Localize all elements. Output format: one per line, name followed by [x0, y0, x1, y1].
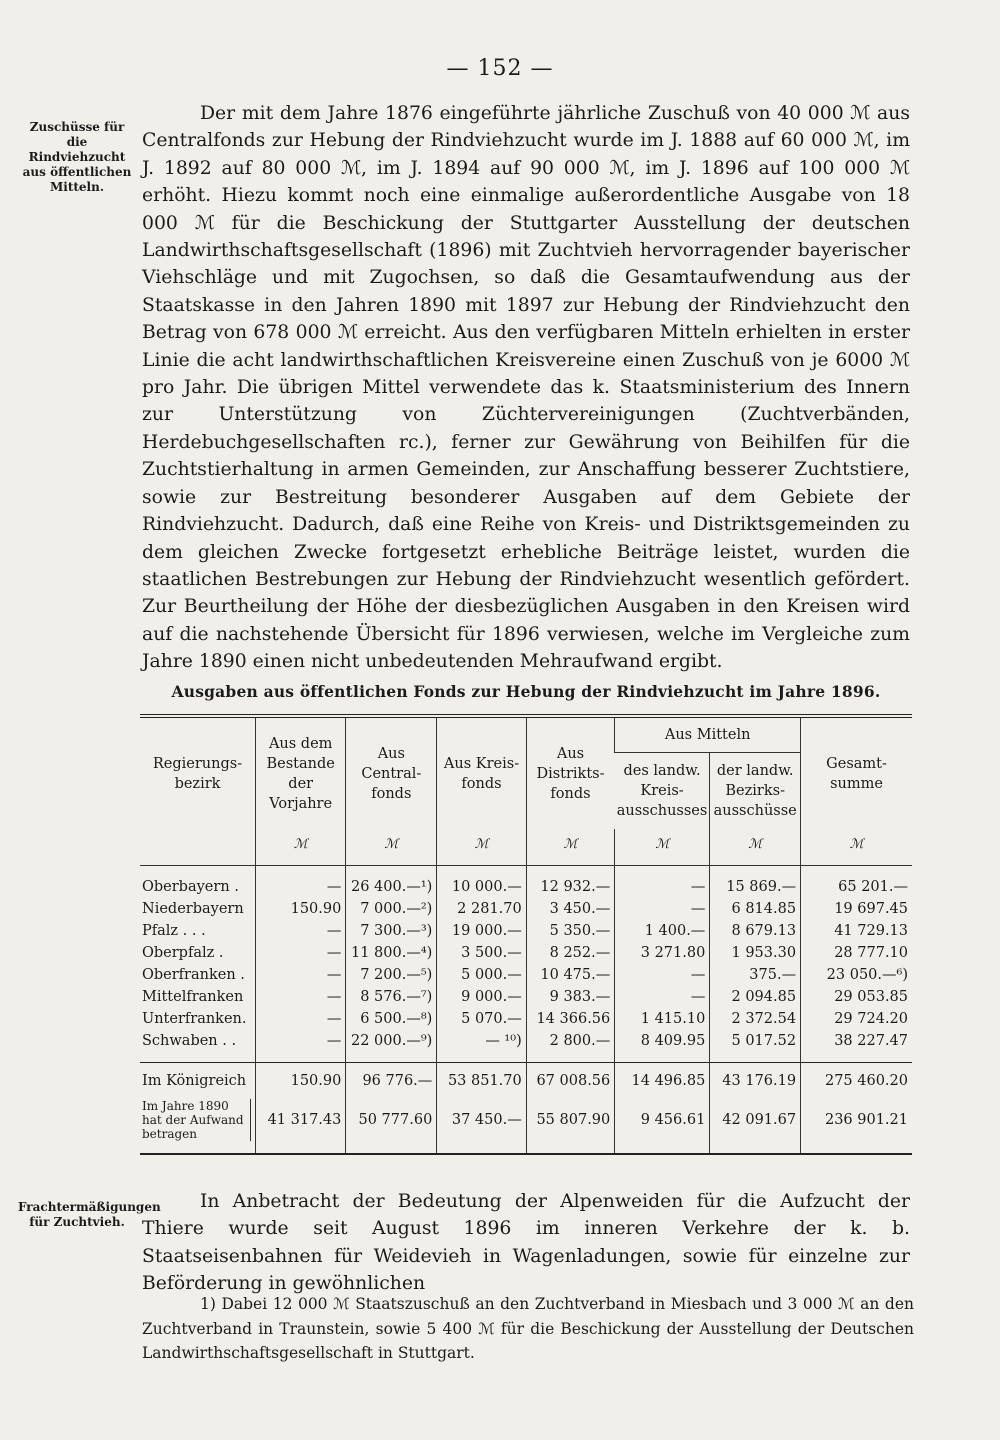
cell-gesamt: 19 697.45	[801, 898, 912, 920]
cell-distrikt: 3 450.—	[526, 898, 615, 920]
cell-central: 26 400.—¹)	[346, 876, 437, 898]
cell-vorjahre: 150.90	[256, 1063, 346, 1096]
cell-kreis: 37 450.—	[437, 1095, 526, 1145]
cell-vorjahre: —	[256, 942, 346, 964]
unit-cell: ℳ	[801, 829, 912, 866]
cell-distrikt: 12 932.—	[526, 876, 615, 898]
cell-distrikt: 10 475.—	[526, 964, 615, 986]
header-vorjahre: Aus dem Bestande der Vorjahre	[256, 716, 346, 829]
table-row	[140, 942, 912, 964]
header-central: Aus Central-fonds	[346, 716, 437, 829]
cell-bezirksaus: 8 679.13	[710, 920, 801, 942]
cell-central: 11 800.—⁴)	[346, 942, 437, 964]
table-row	[140, 1008, 912, 1030]
cell-bezirk: Oberbayern .	[142, 879, 239, 895]
cell-distrikt: 2 800.—	[526, 1030, 615, 1052]
margin-note-subsidies: Zuschüsse für die Rindviehzucht aus öffentlichen Mitteln.	[22, 120, 132, 194]
cell-kreis: 10 000.—	[437, 876, 526, 898]
cell-kreis: 9 000.—	[437, 986, 526, 1008]
cell-bezirk: Mittelfranken	[142, 989, 244, 1005]
table-row	[140, 1030, 912, 1052]
cell-bezirksaus: 6 814.85	[710, 898, 801, 920]
cell-kreis: 5 070.—	[437, 1008, 526, 1030]
cell-gesamt: 29 053.85	[801, 986, 912, 1008]
cell-kreisaus: —	[615, 964, 710, 986]
unit-cell	[140, 829, 256, 866]
footnote	[142, 1292, 914, 1366]
cell-kreisaus: 14 496.85	[615, 1063, 710, 1096]
table-row	[140, 920, 912, 942]
paragraph-text: Der mit dem Jahre 1876 eingeführte jährliche Zuschuß von 40 000 ℳ aus Centralfonds zur Hebung der Rindviehzucht wurde im J. 1888 auf 60 000 ℳ, im J. 1892 auf 80 000 ℳ, im J. 1894 auf 90 000 ℳ, im J. 1896 auf 100 000 ℳ erhöht. Hiezu kommt noch eine einmalige außerordentliche Ausgabe von 18 000 ℳ für die Beschickung der Stuttgarter Ausstellung der deutschen Landwirthschaftsgesellschaft (1896) mit Zuchtvieh hervorragender bayerischer Viehschläge und mit Zugochsen, so daß die Gesamtaufwendung aus der Staatskasse in den Jahren 1890 mit 1897 zur Hebung der Rindviehzucht den Betrag von 678 000 ℳ erreicht. Aus den verfügbaren Mitteln erhielten in erster Linie die acht landwirthschaftlichen Kreisvereine einen Zuschuß von je 6000 ℳ pro Jahr. Die übrigen Mittel verwendete das k. Staatsministerium des Innern zur Unterstützung von Züchtervereinigungen (Zuchtverbänden, Herdebuchgesellschaften rc.), ferner zur Gewährung von Beihilfen für die Zuchtstierhaltung in armen Gemeinden, zur Anschaffung besserer Zuchtstiere, sowie zur Bestreitung besonderer Ausgaben auf dem Gebiete der Rindviehzucht. Dadurch, daß eine Reihe von Kreis- und Distriktsgemeinden zu dem gleichen Zwecke fortgesetzt erhebliche Beiträge leistet, wurden die staatlichen Bestrebungen zur Hebung der Rindviehzucht wesentlich gefördert. Zur Beurtheilung der Höhe der diesbezüglichen Ausgaben in den Kreisen wird auf die nachstehende Übersicht für 1896 verwiesen, welche im Vergleiche zum Jahre 1890 einen nicht unbedeutenden Mehraufwand ergibt.	[142, 103, 910, 673]
unit-cell: ℳ	[437, 829, 526, 866]
cell-central: 6 500.—⁸)	[346, 1008, 437, 1030]
cell-distrikt: 8 252.—	[526, 942, 615, 964]
cell-bezirksaus: 42 091.67	[710, 1095, 801, 1145]
cell-kreis: 19 000.—	[437, 920, 526, 942]
header-bezirk: Regierungs-bezirk	[152, 755, 243, 792]
cell-gesamt: 28 777.10	[801, 942, 912, 964]
cell-kreisaus: 9 456.61	[615, 1095, 710, 1145]
unit-cell: ℳ	[615, 829, 710, 866]
cell-bezirksaus: 15 869.—	[710, 876, 801, 898]
cell-vorjahre: —	[256, 1030, 346, 1052]
total-row	[140, 1063, 912, 1096]
cell-kreis: 53 851.70	[437, 1063, 526, 1096]
unit-row	[140, 829, 912, 866]
comparison-label: Im Jahre 1890 hat der Aufwand betragen	[142, 1099, 251, 1141]
cell-bezirk: Schwaben . .	[142, 1033, 237, 1049]
cell-central: 50 777.60	[346, 1095, 437, 1145]
unit-cell: ℳ	[710, 829, 801, 866]
paragraph-text: In Anbetracht der Bedeutung der Alpenweiden für die Aufzucht der Thiere wurde seit August 1896 im inneren Verkehre der k. b. Staatseisenbahnen für Weidevieh in Wagenladungen, sowie für einzelne zur Beförderung in gewöhnlichen	[142, 1191, 910, 1295]
cell-central: 96 776.—	[346, 1063, 437, 1096]
main-paragraph	[142, 100, 910, 676]
header-kreis: Aus Kreis-fonds	[437, 716, 526, 829]
cell-central: 22 000.—⁹)	[346, 1030, 437, 1052]
unit-cell: ℳ	[346, 829, 437, 866]
cell-bezirksaus: 2 094.85	[710, 986, 801, 1008]
table-row	[140, 964, 912, 986]
cell-bezirk: Oberfranken .	[142, 967, 245, 983]
cell-gesamt: 65 201.—	[801, 876, 912, 898]
table-row	[140, 898, 912, 920]
cell-bezirk: Unterfranken.	[142, 1011, 247, 1027]
header-gesamt: Gesamt-summe	[801, 716, 912, 829]
cell-bezirk	[140, 1095, 256, 1145]
cell-vorjahre: —	[256, 876, 346, 898]
expenditure-table	[140, 714, 912, 1155]
cell-distrikt: 9 383.—	[526, 986, 615, 1008]
cell-central: 7 200.—⁵)	[346, 964, 437, 986]
cell-bezirksaus: 43 176.19	[710, 1063, 801, 1096]
table-row	[140, 876, 912, 898]
cell-kreisaus: —	[615, 898, 710, 920]
comparison-row	[140, 1095, 912, 1145]
cell-bezirk: Pfalz . . .	[142, 923, 206, 939]
cell-kreis: — ¹⁰)	[437, 1030, 526, 1052]
cell-kreisaus: 1 400.—	[615, 920, 710, 942]
cell-bezirksaus: 5 017.52	[710, 1030, 801, 1052]
header-kreisausschuss: des landw. Kreis-ausschusses	[615, 753, 710, 830]
spacer-row	[140, 866, 912, 877]
cell-kreisaus: —	[615, 876, 710, 898]
cell-distrikt: 67 008.56	[526, 1063, 615, 1096]
page-number: — 152 —	[446, 56, 554, 81]
header-aus-mitteln: Aus Mitteln	[615, 716, 801, 753]
cell-gesamt: 23 050.—⁶)	[801, 964, 912, 986]
margin-note-freight: Frachtermäßigungen für Zuchtvieh.	[18, 1200, 161, 1229]
cell-bezirk: Niederbayern	[142, 901, 244, 917]
cell-vorjahre: —	[256, 986, 346, 1008]
cell-bezirk: Im Königreich	[140, 1063, 256, 1096]
cell-bezirksaus: 1 953.30	[710, 942, 801, 964]
header-bezirksausschuss: der landw. Bezirks-ausschüsse	[710, 753, 801, 830]
cell-gesamt: 29 724.20	[801, 1008, 912, 1030]
table-title: Ausgaben aus öffentlichen Fonds zur Hebung der Rindviehzucht im Jahre 1896.	[171, 682, 881, 701]
cell-bezirk: Oberpfalz .	[142, 945, 224, 961]
cell-bezirksaus: 375.—	[710, 964, 801, 986]
cell-gesamt: 41 729.13	[801, 920, 912, 942]
unit-cell: ℳ	[256, 829, 346, 866]
cell-kreis: 2 281.70	[437, 898, 526, 920]
cell-gesamt: 236 901.21	[801, 1095, 912, 1145]
cell-vorjahre: —	[256, 1008, 346, 1030]
second-paragraph	[142, 1188, 910, 1298]
cell-kreisaus: 8 409.95	[615, 1030, 710, 1052]
spacer-row	[140, 1052, 912, 1063]
cell-vorjahre: 150.90	[256, 898, 346, 920]
cell-distrikt: 5 350.—	[526, 920, 615, 942]
cell-central: 8 576.—⁷)	[346, 986, 437, 1008]
cell-kreisaus: 1 415.10	[615, 1008, 710, 1030]
cell-central: 7 300.—³)	[346, 920, 437, 942]
cell-vorjahre: —	[256, 964, 346, 986]
cell-vorjahre: 41 317.43	[256, 1095, 346, 1145]
cell-kreis: 3 500.—	[437, 942, 526, 964]
cell-distrikt: 14 366.56	[526, 1008, 615, 1030]
cell-gesamt: 38 227.47	[801, 1030, 912, 1052]
unit-cell: ℳ	[526, 829, 615, 866]
table-row	[140, 986, 912, 1008]
cell-bezirksaus: 2 372.54	[710, 1008, 801, 1030]
cell-vorjahre: —	[256, 920, 346, 942]
cell-central: 7 000.—²)	[346, 898, 437, 920]
header-distrikt: Aus Distrikts-fonds	[526, 716, 615, 829]
cell-kreisaus: 3 271.80	[615, 942, 710, 964]
cell-kreisaus: —	[615, 986, 710, 1008]
cell-kreis: 5 000.—	[437, 964, 526, 986]
spacer-row	[140, 1145, 912, 1154]
cell-gesamt: 275 460.20	[801, 1063, 912, 1096]
table-header-row	[140, 716, 912, 753]
cell-distrikt: 55 807.90	[526, 1095, 615, 1145]
footnote-text: 1) Dabei 12 000 ℳ Staatszuschuß an den Zuchtverband in Miesbach und 3 000 ℳ an den Zuchtverband in Traunstein, sowie 5 400 ℳ für die Beschickung der Ausstellung der Deutschen Landwirthschaftsgesellschaft in Stuttgart.	[142, 1295, 914, 1362]
